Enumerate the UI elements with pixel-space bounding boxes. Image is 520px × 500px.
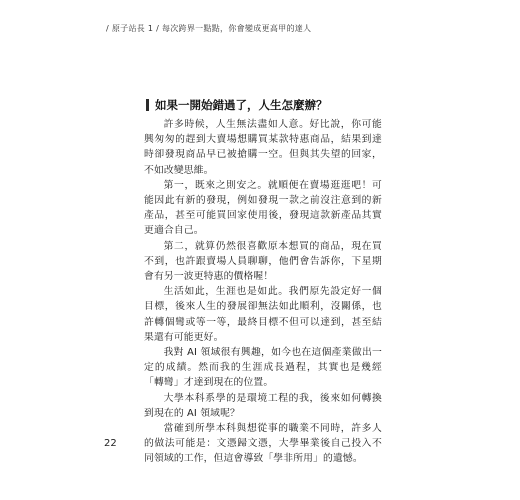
paragraph: 第一，既來之則安之。就順便在賣場逛逛吧！可能因此有新的發現，例如發現一款之前沒注意到的新產品，甚至可能買回家使用後，發現這款新產品其實更適合自己。: [144, 179, 382, 237]
paragraph: 大學本科系學的是環境工程的我，後來如何轉換到現在的 AI 領域呢？: [144, 392, 382, 419]
page-number: 22: [104, 438, 117, 449]
running-head: / 原子站長 1 / 每次跨界一點點，你會變成更高甲的達人: [106, 24, 312, 33]
paragraph: 我對 AI 領域很有興趣，如今也在這個產業做出一定的成績。然而我的生涯成長過程，其實也是幾經「轉彎」才達到現在的位置。: [144, 347, 382, 389]
paragraph: 生活如此，生涯也是如此。我們原先設定好一個目標，後來人生的發展卻無法如此順利，沒關係，也許轉個彎或等一等，最終目標不但可以達到，甚至結果還有可能更好。: [144, 286, 382, 343]
section-heading-text: 如果一開始錯過了，人生怎麼辦？: [155, 98, 328, 112]
heading-marker-bar: [146, 99, 149, 111]
paragraph: 許多時候，人生無法盡如人意。好比說，你可能興匆匆的趕到大賣場想購買某款特惠商品，結果到達時卻發現商品早已被搶購一空。但與其失望的回家，不如改變思維。: [144, 119, 382, 176]
section-heading: [146, 97, 328, 113]
body-text: [144, 117, 382, 467]
paragraph: 當確到所學本科與想從事的職業不同時，許多人的做法可能是：文憑歸文憑，大學畢業後自己投入不同領域的工作，但這會導致「學非所用」的遺憾。: [144, 423, 382, 465]
paragraph: 第二，就算仍然很喜歡原本想買的商品，現在買不到，也許跟賣場人員聊聊，他們會告訴你，下星期會有另一波更特惠的價格喔！: [144, 240, 382, 283]
